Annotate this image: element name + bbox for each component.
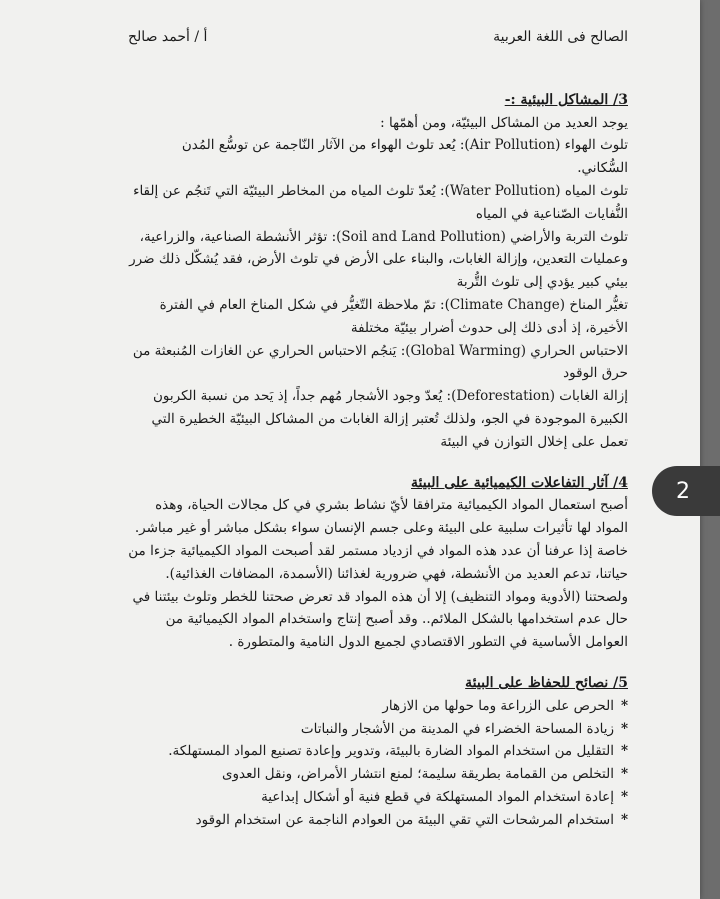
section-3-item: إزالة الغابات (Deforestation): يُعدّ وجود الأشجار مُهم جداً، إذ يَحد من نسبة الكربون الكبيرة الموجودة في الجو، ولذلك تُعتبر إزالة الغابات من المشاكل البيئيّة الخطيرة التي تعمل على إخلال التوازن في البيئة — [151, 388, 628, 450]
section-3-item: تغيُّر المناخ (Climate Change): تمّ ملاحظة التّغيُّر في شكل المناخ العام في الفترة الأخيرة، إذ أدى ذلك إلى حدوث أضرار بيئيّة مختلفة — [159, 296, 628, 336]
section-3-item: الاحتباس الحراري (Global Warming): يَنجُم الاحتباس الحراري عن الغازات المُنبعثة من حرق الوقود — [132, 342, 628, 382]
section-5-title: 5/ نصائح للحفاظ على البيئة — [465, 674, 628, 691]
tip-item: * إعادة استخدام المواد المستهلكة في قطع فنية أو أشكال إبداعية — [128, 786, 628, 809]
page-header — [128, 26, 628, 49]
document-body — [128, 26, 628, 832]
tip-item: * الحرص على الزراعة وما حولها من الازهار — [128, 695, 628, 718]
section-3-item: تلوث المياه (Water Pollution): يُعدّ تلوث المياه من المخاطر البيئيّة التي تَنجُم عن إلقاء النُّفايات الصّناعية في المياه — [133, 182, 628, 222]
section-3-item: تلوث التربة والأراضي (Soil and Land Pollution): تؤثر الأنشطة الصناعية، والزراعية، وعمليات التعدين، وإزالة الغابات، والبناء على الأرض في تلوث الأرض، فقد يُشكّل ذلك ضرر بيئي كبير يؤدي إلى تلوث التُّربة — [129, 228, 628, 291]
section-3-title: 3/ المشاكل البيئية :- — [504, 91, 628, 108]
tip-item: * التخلص من القمامة بطريقة سليمة؛ لمنع انتشار الأمراض، ونقل العدوى — [128, 763, 628, 786]
section-5-list — [128, 695, 628, 832]
header-author: أ / أحمد صالح — [128, 29, 208, 45]
page-number-badge[interactable]: 2 — [652, 466, 720, 516]
section-3-intro: يوجد العديد من المشاكل البيئيّة، ومن أهمّها : — [380, 114, 628, 131]
tip-item: * التقليل من استخدام المواد الضارة بالبيئة، وتدوير وإعادة تصنيع المواد المستهلكة. — [128, 740, 628, 763]
header-subject: الصالح فى اللغة العربية — [493, 29, 628, 45]
section-3-item: تلوث الهواء (Air Pollution): يُعد تلوث الهواء من الآثار النّاجمة عن توسُّع المُدن السُّكاني. — [181, 137, 628, 177]
section-4-title: 4/ آثار التفاعلات الكيميائية على البيئة — [411, 474, 628, 491]
tip-item: * استخدام المرشحات التي تقي البيئة من العوادم الناجمة عن استخدام الوقود — [128, 809, 628, 832]
section-4-body: أصبح استعمال المواد الكيميائية مترافقا لأيّ نشاط بشري في كل مجالات الحياة، وهذه المواد لها تأثيرات سلبية على البيئة وعلى جسم الإنسان سواء بشكل مباشر أو غير مباشر. خاصة إذا عرفنا أن عدد هذه المواد في ازدياد مستمر لقد أصبحت المواد الكيميائية جزءا من حياتنا، تدعم العديد من الأنشطة، فهي ضرورية لغذائنا (الأسمدة، المضافات الغذائية). ولصحتنا (الأدوية ومواد التنظيف) إلا أن هذه المواد قد تعرض صحتنا للخطر وتلوث بيئتنا في حال عدم استخدامها بالشكل الملائم.. وقد أصبح إنتاج واستخدام المواد الكيميائية من العوامل الأساسية في التطور الاقتصادي لجميع الدول النامية والمتطورة . — [128, 497, 628, 651]
tip-item: * زيادة المساحة الخضراء في المدينة من الأشجار والنباتات — [128, 718, 628, 741]
